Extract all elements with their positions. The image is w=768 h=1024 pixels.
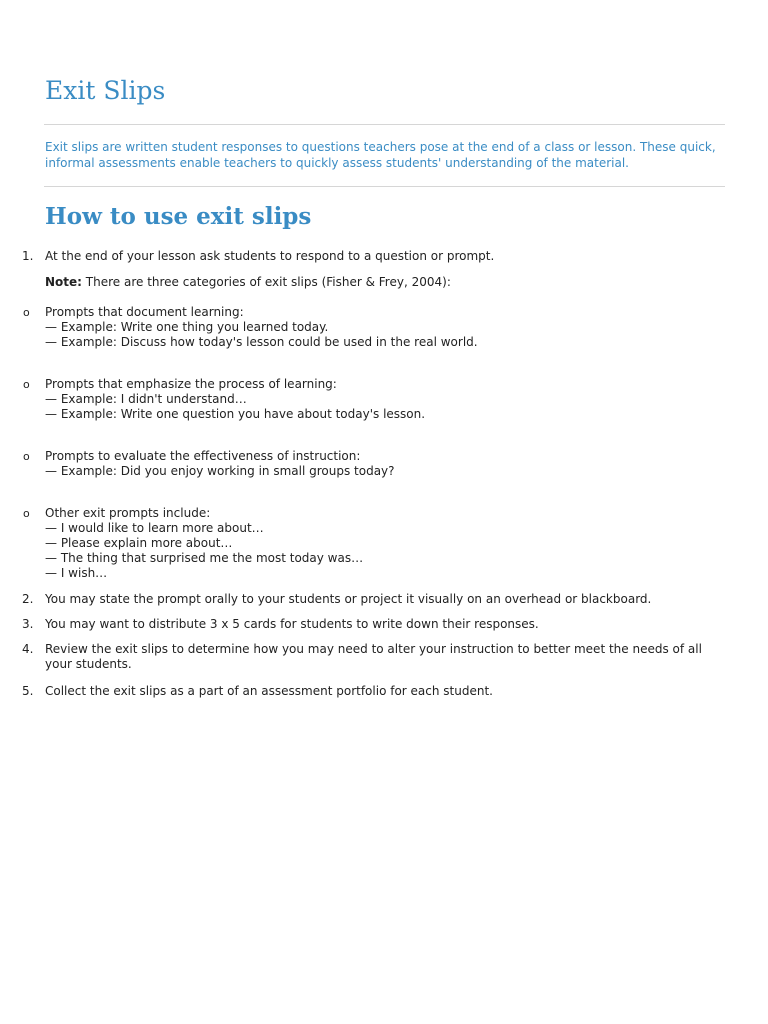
step-5-number: 5. <box>22 684 34 698</box>
category-2-heading: Prompts that emphasize the process of learning: <box>45 377 337 391</box>
category-2-example-1: — Example: I didn't understand… <box>45 392 247 406</box>
step-2-number: 2. <box>22 592 34 606</box>
category-1-example-2: — Example: Discuss how today's lesson could be used in the real world. <box>45 335 478 349</box>
step-4-number: 4. <box>22 642 34 656</box>
category-3-example-1: — Example: Did you enjoy working in small groups today? <box>45 464 395 478</box>
category-3 <box>45 449 725 479</box>
bottom-divider <box>44 186 725 187</box>
step-1-text <box>45 249 725 264</box>
category-4-prompt-1: — I would like to learn more about… <box>45 521 264 535</box>
step-1-number: 1. <box>22 249 34 263</box>
step-3-number: 3. <box>22 617 34 631</box>
top-divider <box>44 124 725 125</box>
category-1-example-1: — Example: Write one thing you learned today. <box>45 320 329 334</box>
note-paragraph <box>45 275 725 290</box>
step-5-line: Collect the exit slips as a part of an assessment portfolio for each student. <box>45 684 493 698</box>
category-1-heading: Prompts that document learning: <box>45 305 244 319</box>
category-4 <box>45 506 725 581</box>
step-1-line: At the end of your lesson ask students to respond to a question or prompt. <box>45 249 495 263</box>
step-4-line-2: your students. <box>45 657 132 671</box>
category-2-bullet: o <box>23 378 30 391</box>
category-4-heading: Other exit prompts include: <box>45 506 211 520</box>
category-4-prompt-2: — Please explain more about… <box>45 536 233 550</box>
step-3-text <box>45 617 725 632</box>
category-1-bullet: o <box>23 306 30 319</box>
category-3-bullet: o <box>23 450 30 463</box>
intro-paragraph: Exit slips are written student responses to questions teachers pose at the end of a class or lesson. These quick, informal assessments enable teachers to quickly assess students' understanding of the material. <box>45 140 716 170</box>
category-4-bullet: o <box>23 507 30 520</box>
note-text: There are three categories of exit slips (Fisher & Frey, 2004): <box>81 275 451 289</box>
category-3-heading: Prompts to evaluate the effectiveness of instruction: <box>45 449 361 463</box>
category-4-prompt-4: — I wish… <box>45 566 108 580</box>
step-3-line: You may want to distribute 3 x 5 cards for students to write down their responses. <box>45 617 539 631</box>
step-5-text <box>45 684 725 699</box>
step-4-line-1: Review the exit slips to determine how you may need to alter your instruction to better meet the needs of all <box>45 642 702 656</box>
section-heading: How to use exit slips <box>45 203 312 230</box>
page-title: Exit Slips <box>45 76 166 105</box>
note-label: Note: <box>45 275 82 289</box>
step-2-line: You may state the prompt orally to your students or project it visually on an overhead or blackboard. <box>45 592 652 606</box>
step-2-text <box>45 592 725 607</box>
category-4-prompt-3: — The thing that surprised me the most today was… <box>45 551 364 565</box>
step-4-text <box>45 642 725 672</box>
category-2-example-2: — Example: Write one question you have about today's lesson. <box>45 407 426 421</box>
category-1 <box>45 305 725 350</box>
category-2 <box>45 377 725 422</box>
